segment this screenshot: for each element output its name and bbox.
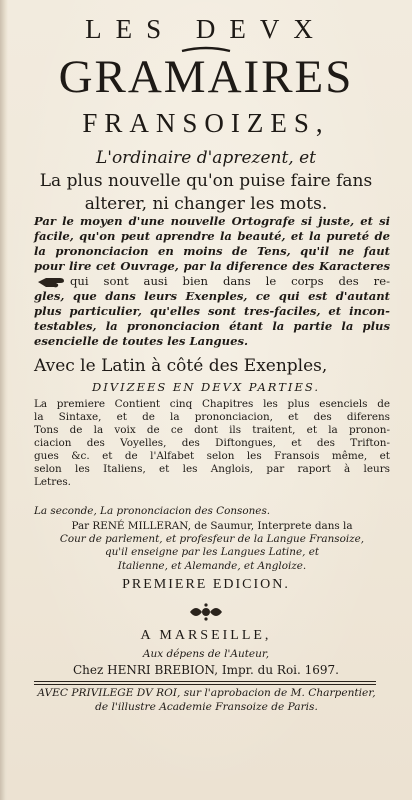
description-line: testables, la prononciacion étant la partie la plus [34, 319, 390, 333]
premiere-line: selon les Italiens, et les Anglois, par raport à leurs [34, 463, 390, 475]
imprint-printer: Chez HENRI BREBION, Impr. du Roi. 1697. [73, 663, 339, 677]
title-line-fransoizes: FRANSOIZES, [82, 108, 330, 138]
imprint-city: A MARSEILLE, [140, 628, 272, 643]
author-line: Par RENÉ MILLERAN, de Saumur, Interprete dans la [71, 520, 353, 532]
premiere-partie-paragraph [34, 398, 390, 489]
description-line: plus particulier, qu'elles sont tres-faciles, et incon- [34, 304, 390, 318]
seconde-partie-line: La seconde, La prononciacion des Consones. [34, 505, 271, 517]
premiere-line: Tons de la voix de ce dont ils traitent, et la pronon- [34, 424, 390, 436]
subtitle-line-3: alterer, ni changer les mots. [84, 194, 328, 214]
premiere-line: Letres. [34, 476, 71, 488]
printer-ornament-icon [186, 602, 226, 622]
title-line-gramaires: GRAMAIRES [58, 51, 354, 103]
description-line: Par le moyen d'une nouvelle Ortografe si juste, et si [34, 214, 390, 228]
description-paragraph [34, 214, 390, 349]
description-line: la prononciacion en moins de Tens, qu'il ne faut [34, 244, 390, 258]
title-line-les-devx: LES DEVX [85, 14, 327, 44]
avec-le-latin-line: Avec le Latin à côté des Exenples, [34, 356, 328, 376]
description-line: esencielle de toutes les Langues. [34, 334, 249, 348]
description-line: pour lire cet Ouvrage, par la diference des Karacteres [34, 259, 390, 273]
privilege-line: AVEC PRIVILEGE DV ROI, sur l'aprobacion de M. Charpentier, [37, 687, 376, 699]
premiere-line: gues &c. et de l'Alfabet selon les Fransois même, et [34, 450, 390, 462]
pointing-hand-icon [36, 275, 66, 289]
imprint-rule-top [34, 681, 376, 682]
premiere-line: la Sintaxe, et de la prononciacion, et des diferens [34, 411, 390, 423]
imprint-aux-depens: Aux dépens de l'Auteur, [142, 648, 270, 660]
author-line: Italienne, et Alemande, et Angloize. [117, 559, 307, 572]
subtitle-line-1: L'ordinaire d'aprezent, et [95, 148, 316, 168]
edition-line: PREMIERE EDICION. [122, 577, 290, 592]
privilege-line: de l'illustre Academie Fransoize de Paris. [95, 701, 318, 713]
description-line: qui sont ausi bien dans le corps des re- [70, 274, 390, 288]
imprint-rule-bottom [34, 684, 376, 685]
privilege-block [34, 686, 379, 714]
author-paragraph [34, 520, 390, 573]
author-line: qu'il enseigne par les Langues Latine, et [104, 546, 320, 559]
premiere-line: La premiere Contient cinq Chapitres les plus esenciels de [34, 398, 390, 410]
description-line: gles, que dans leurs Exenples, ce qui est d'autant [34, 289, 390, 303]
author-line: Cour de parlement, et profesfeur de la Langue Fransoize, [59, 533, 365, 546]
description-line: facile, qu'on peut aprendre la beauté, et la pureté de [34, 229, 390, 243]
divizees-line: DIVIZEES EN DEVX PARTIES. [92, 380, 320, 394]
subtitle-line-2: La plus nouvelle qu'on puise faire fans [39, 171, 373, 191]
premiere-line: ciacion des Voyelles, des Diftongues, et des Trifton- [34, 437, 390, 449]
